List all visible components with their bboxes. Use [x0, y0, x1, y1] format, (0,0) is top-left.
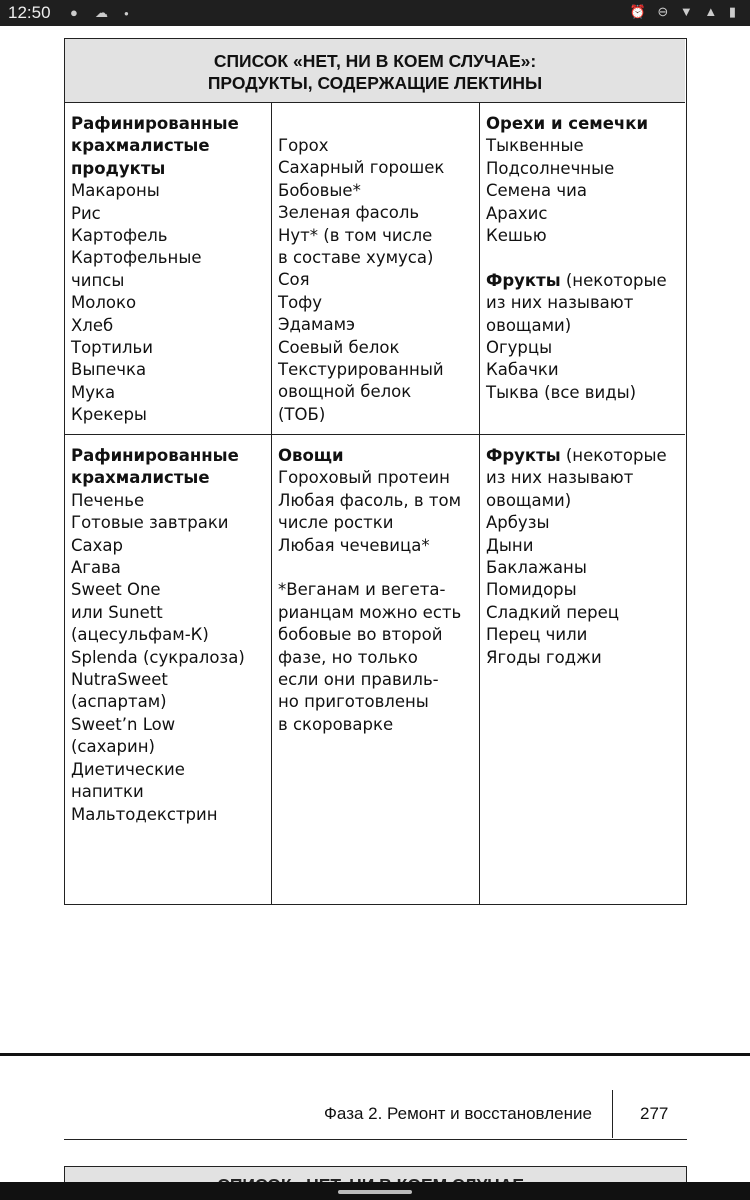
- cell-items: Макароны Рис Картофель Картофельные чипсы Молоко Хлеб Тортильи Выпечка Мука Крекеры: [71, 181, 202, 425]
- cell-items: Гороховый протеин Любая фасоль, в том числе ростки Любая чечевица*: [278, 468, 462, 555]
- table-header: [65, 39, 685, 103]
- cell-heading: Овощи: [278, 446, 344, 465]
- row-divider: [65, 434, 685, 435]
- cell-heading: Орехи и семечки: [486, 114, 649, 133]
- page-break-rule: [0, 1053, 750, 1056]
- chapter-title: Фаза 2. Ремонт и восстановление: [324, 1104, 592, 1123]
- table-title-line-1: СПИСОК «НЕТ, НИ В КОЕМ СЛУЧАЕ»:: [213, 51, 537, 71]
- footer-rule: [64, 1139, 687, 1140]
- status-bar: [0, 0, 750, 26]
- dot-icon: ●: [124, 9, 129, 18]
- cell-items: Арбузы Дыни Баклажаны Помидоры Сладкий перец Перец чили Ягоды годжи: [486, 513, 620, 667]
- cell-r2-c2: [278, 445, 461, 736]
- table-title-line-2: ПРОДУКТЫ, СОДЕРЖАЩИЕ ЛЕКТИНЫ: [207, 73, 543, 93]
- home-handle[interactable]: [338, 1190, 412, 1194]
- cell-r1-c1: [71, 113, 239, 427]
- cell-heading-note: (некоторые из них называют овощами): [486, 270, 667, 335]
- cell-items: Печенье Готовые завтраки Сахар Агава Sweet One или Sunett (ацесульфам-К) Splenda (сукралоза) NutraSweet (аспартам) Sweet’n Low (сахарин) Диетические напитки Мальтодекстрин: [71, 490, 245, 824]
- cell-heading-note: (некоторые из них называют овощами): [486, 446, 667, 510]
- status-time: 12:50: [8, 3, 51, 22]
- cell-footnote: *Веганам и вегета- рианцам можно есть бобовые во второй фазе, но только если они правиль- но приготовлены в скороварке: [278, 580, 462, 734]
- cell-items: Горох Сахарный горошек Бобовые* Зеленая фасоль Нут* (в том числе в составе хумуса) Соя Тофу Эдамамэ Соевый белок Текстурированный овощной белок (ТОБ): [278, 136, 445, 424]
- cell-heading: Рафинированные крахмалистые продукты: [71, 114, 239, 178]
- cloud-icon: ☁: [95, 5, 108, 20]
- footer-separator: [612, 1090, 613, 1138]
- chat-icon: ●: [70, 5, 78, 20]
- cell-items: Тыквенные Подсолнечные Семена чиа Арахис Кешью: [486, 136, 615, 246]
- cell-r1-c3: [486, 113, 667, 404]
- cell-items: Огурцы Кабачки Тыква (все виды): [486, 338, 637, 402]
- cell-heading: Фрукты: [486, 446, 561, 465]
- cell-r2-c3: [486, 445, 667, 669]
- column-divider-1: [271, 103, 272, 905]
- page-number: 277: [640, 1104, 669, 1123]
- cell-r1-c2: [278, 135, 444, 426]
- cell-heading: Рафинированные крахмалистые: [71, 446, 239, 488]
- cell-r2-c1: [71, 445, 245, 826]
- column-divider-2: [479, 103, 480, 905]
- lectin-table: [64, 38, 687, 905]
- cell-heading: Фрукты: [486, 270, 561, 290]
- system-status-icons: ⏰ ⊖ ▼ ▲ ▮: [629, 4, 740, 19]
